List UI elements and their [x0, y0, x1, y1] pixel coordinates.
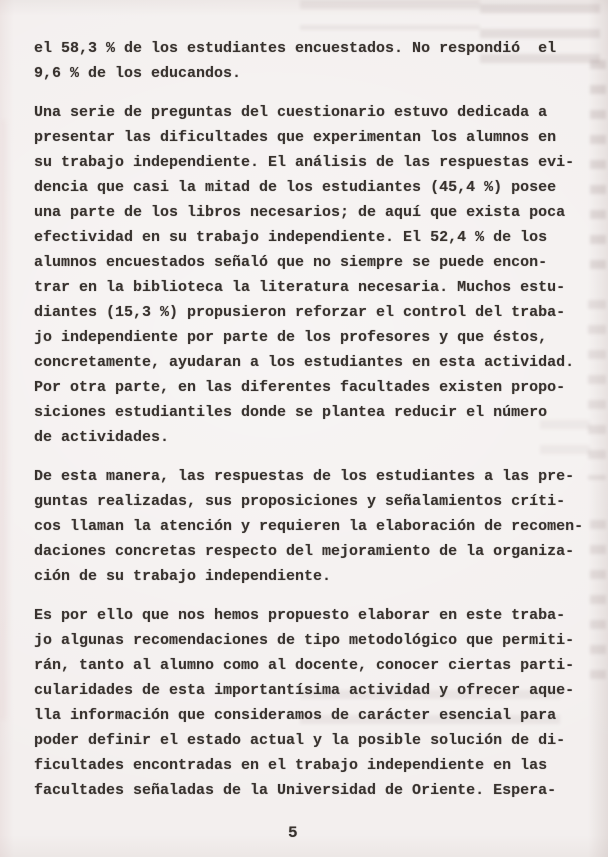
text-line: efectividad en su trabajo independiente. El 52,4 % de los [34, 229, 548, 246]
text-line: ción de su trabajo independiente. [34, 568, 332, 585]
text-line: trar en la biblioteca la literatura necesaria. Muchos estu- [34, 279, 566, 296]
paragraph-3 [34, 464, 586, 589]
text-line: 9,6 % de los educandos. [34, 65, 242, 82]
text-line: daciones concretas respecto del mejoramiento de la organiza- [34, 543, 575, 560]
text-line: cularidades de esta importantísima actividad y ofrecer aque- [34, 682, 575, 699]
text-line: dencia que casi la mitad de los estudiantes (45,4 %) posee [34, 179, 557, 196]
text-line: De esta manera, las respuestas de los estudiantes a las pre- [34, 468, 575, 485]
text-line: el 58,3 % de los estudiantes encuestados. No respondió el [34, 40, 557, 57]
text-line: diantes (15,3 %) propusieron reforzar el control del traba- [34, 304, 566, 321]
text-line: guntas realizadas, sus proposiciones y señalamientos críti- [34, 493, 566, 510]
paper-edge-streak [0, 120, 10, 720]
text-line: facultades señaladas de la Universidad de Oriente. Espera- [34, 782, 557, 799]
text-line: siciones estudiantiles donde se plantea reducir el número [34, 404, 548, 421]
paragraph-2 [34, 100, 586, 450]
text-line: una parte de los libros necesarios; de aquí que exista poca [34, 204, 566, 221]
text-line: lla información que consideramos de carácter esencial para [34, 707, 557, 724]
text-line: de actividades. [34, 429, 170, 446]
bleedthrough-artifact [300, 0, 480, 30]
text-line: su trabajo independiente. El análisis de las respuestas evi- [34, 154, 575, 171]
text-line: cos llaman la atención y requieren la elaboración de recomen- [34, 518, 584, 535]
text-line: alumnos encuestados señaló que no siempre se puede encon- [34, 254, 548, 271]
bleedthrough-artifact [588, 300, 606, 480]
bleedthrough-artifact [590, 520, 606, 680]
page-text [34, 36, 586, 817]
text-line: rán, tanto al alumno como al docente, conocer ciertas parti- [34, 657, 575, 674]
text-line: jo independiente por parte de los profesores y que éstos, [34, 329, 548, 346]
bleedthrough-artifact [590, 60, 606, 280]
text-line: ficultades encontradas en el trabajo independiente en las [34, 757, 548, 774]
text-line: concretamente, ayudaran a los estudiantes en esta actividad. [34, 354, 575, 371]
text-line: Una serie de preguntas del cuestionario estuvo dedicada a [34, 104, 548, 121]
text-line: presentar las dificultades que experimentan los alumnos en [34, 129, 557, 146]
paragraph-4 [34, 603, 586, 803]
text-line: poder definir el estado actual y la posible solución de di- [34, 732, 566, 749]
paragraph-1 [34, 36, 586, 86]
text-line: Es por ello que nos hemos propuesto elaborar en este traba- [34, 607, 566, 624]
text-line: jo algunas recomendaciones de tipo metodológico que permiti- [34, 632, 575, 649]
page-number: 5 [288, 824, 298, 842]
text-line: Por otra parte, en las diferentes facultades existen propo- [34, 379, 566, 396]
